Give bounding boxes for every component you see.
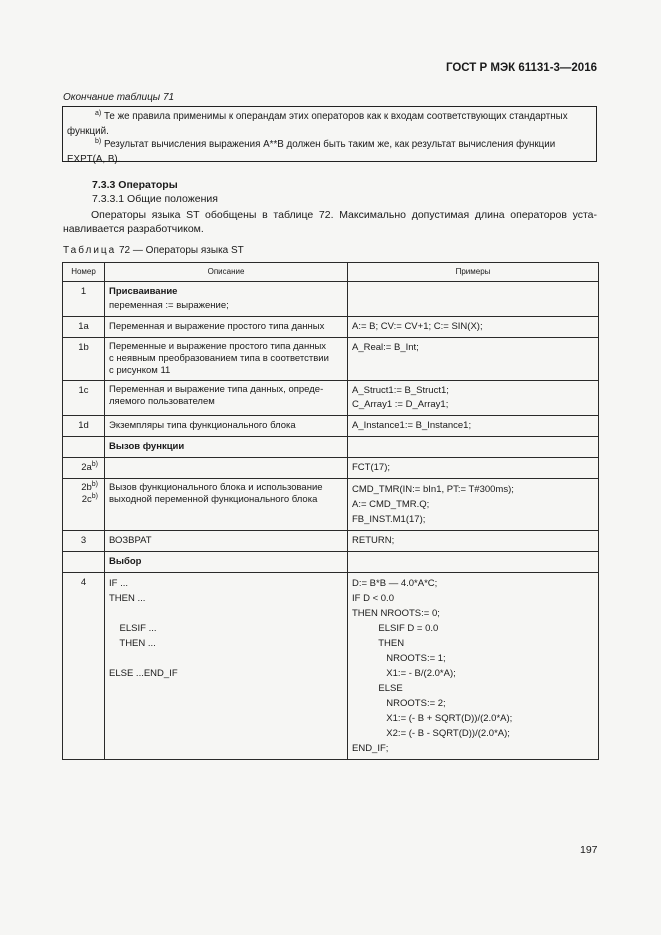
table-caption-label: Таблица [63, 245, 117, 256]
row-desc-line: с неявным преобразованием типа в соответствии [109, 353, 329, 364]
row-num [63, 552, 105, 573]
code-line: ELSE [352, 683, 403, 694]
note-b-marker: b) [95, 138, 102, 145]
table-row [63, 437, 599, 458]
code-line: END_IF; [352, 743, 389, 754]
row-desc-line: Переменная и выражение типа данных, опреде- [109, 384, 324, 395]
note-a-text-cont: функций. [67, 126, 109, 137]
row-num-footnote: b) [91, 461, 98, 468]
note-a-text: Те же правила применимы к операндам этих операторов как к входам соответствующих стандартных [103, 111, 568, 122]
code-line: ELSE ...END_IF [109, 668, 178, 679]
row-num: 4 [63, 573, 105, 760]
row-group-heading: Выбор [105, 552, 348, 573]
operators-table [62, 262, 599, 760]
row-num-footnote: b) [91, 493, 98, 500]
row-group-heading: Вызов функции [105, 437, 348, 458]
row-num: 1 [63, 282, 105, 317]
row-desc-heading: Присваивание [109, 286, 178, 297]
row-examples: RETURN; [348, 531, 599, 552]
row-desc [105, 338, 348, 381]
table-row [63, 531, 599, 552]
code-line: THEN ... [109, 593, 146, 604]
row-num: 1d [63, 416, 105, 437]
row-examples [348, 282, 599, 317]
row-example-line: FB_INST.M1(17); [352, 514, 426, 525]
code-line: X2:= (- B - SQRT(D))/(2.0*A); [352, 728, 510, 739]
row-desc: ВОЗВРАТ [105, 531, 348, 552]
row-desc [105, 458, 348, 479]
code-line: ELSIF D = 0.0 [352, 623, 439, 634]
row-example-line: A:= CMD_TMR.Q; [352, 499, 430, 510]
row-num [63, 479, 105, 531]
row-num [63, 458, 105, 479]
note-b-text-cont: EXPT(A, B). [67, 154, 121, 165]
row-num: 1b [63, 338, 105, 381]
table-row [63, 338, 599, 381]
table-caption [63, 245, 244, 256]
row-desc-line: Переменные и выражение простого типа данных [109, 341, 327, 352]
note-a [67, 109, 591, 139]
code-line: X1:= - B/(2.0*A); [352, 668, 456, 679]
subsection-title: 7.3.3.1 Общие положения [92, 193, 218, 205]
row-examples [348, 573, 599, 760]
row-desc [105, 381, 348, 416]
document-header: ГОСТ Р МЭК 61131-3—2016 [445, 62, 597, 74]
row-desc-line: ляемого пользователем [109, 396, 215, 407]
row-examples [348, 437, 599, 458]
row-desc: Переменная и выражение простого типа данных [105, 317, 348, 338]
note-b-text: Результат вычисления выражения A**B должен быть таким же, как результат вычисления функции [103, 139, 556, 150]
code-line: ELSIF ... [109, 623, 157, 634]
row-num-value: 2b [81, 482, 92, 493]
row-examples: A:= B; CV:= CV+1; C:= SIN(X); [348, 317, 599, 338]
row-num [63, 437, 105, 458]
row-examples [348, 552, 599, 573]
row-examples: A_Real:= B_Int; [348, 338, 599, 381]
table-row [63, 317, 599, 338]
note-a-marker: a) [95, 110, 102, 117]
row-examples: FCT(17); [348, 458, 599, 479]
row-num-value: 2c [81, 494, 92, 505]
table-row [63, 458, 599, 479]
note-b [67, 137, 591, 167]
row-example-line: CMD_TMR(IN:= bIn1, PT:= T#300ms); [352, 484, 514, 495]
row-num-footnote: b) [91, 481, 98, 488]
row-num-value: 2a [81, 462, 92, 473]
table-row [63, 573, 599, 760]
row-num: 1a [63, 317, 105, 338]
code-line: THEN [352, 638, 405, 649]
row-desc [105, 282, 348, 317]
paragraph-line-2: навливается разработчиком. [63, 223, 204, 235]
table-header-row [63, 263, 599, 282]
row-examples [348, 381, 599, 416]
row-desc [105, 573, 348, 760]
code-line: NROOTS:= 2; [352, 698, 446, 709]
code-line: THEN ... [109, 638, 156, 649]
row-desc-line: выходной переменной функционального блока [109, 494, 318, 505]
table-row [63, 479, 599, 531]
code-line: IF D < 0.0 [352, 593, 394, 604]
row-num: 1c [63, 381, 105, 416]
code-line: THEN NROOTS:= 0; [352, 608, 440, 619]
code-line [109, 606, 343, 621]
header-desc: Описание [105, 263, 348, 282]
code-line: IF ... [109, 578, 128, 589]
section-title: 7.3.3 Операторы [92, 179, 178, 191]
header-examples: Примеры [348, 263, 599, 282]
section-paragraph [63, 208, 597, 236]
header-num: Номер [63, 263, 105, 282]
table-row [63, 282, 599, 317]
table-row [63, 416, 599, 437]
table-row [63, 381, 599, 416]
code-line [109, 651, 343, 666]
row-desc-line: Вызов функционального блока и использование [109, 482, 323, 493]
paragraph-line-1: Операторы языка ST обобщены в таблице 72. Максимально допустимая длина операторов уста- [91, 209, 597, 221]
code-line: D:= B*B — 4.0*A*C; [352, 578, 438, 589]
row-desc-line: с рисунком 11 [109, 365, 171, 376]
continuation-caption: Окончание таблицы 71 [63, 92, 175, 103]
row-num-line [67, 494, 98, 506]
row-examples: A_Instance1:= B_Instance1; [348, 416, 599, 437]
code-line: NROOTS:= 1; [352, 653, 446, 664]
row-example-line: C_Array1 := D_Array1; [352, 399, 449, 410]
table-caption-text: 72 — Операторы языка ST [116, 245, 244, 256]
row-example-line: A_Struct1:= B_Struct1; [352, 385, 449, 396]
table-notes-box [62, 106, 597, 165]
row-desc: Экземпляры типа функционального блока [105, 416, 348, 437]
page-number: 197 [580, 844, 598, 856]
row-examples [348, 479, 599, 531]
row-desc-line: переменная := выражение; [109, 300, 229, 311]
table-row [63, 552, 599, 573]
row-desc [105, 479, 348, 531]
code-line: X1:= (- B + SQRT(D))/(2.0*A); [352, 713, 513, 724]
row-num: 3 [63, 531, 105, 552]
